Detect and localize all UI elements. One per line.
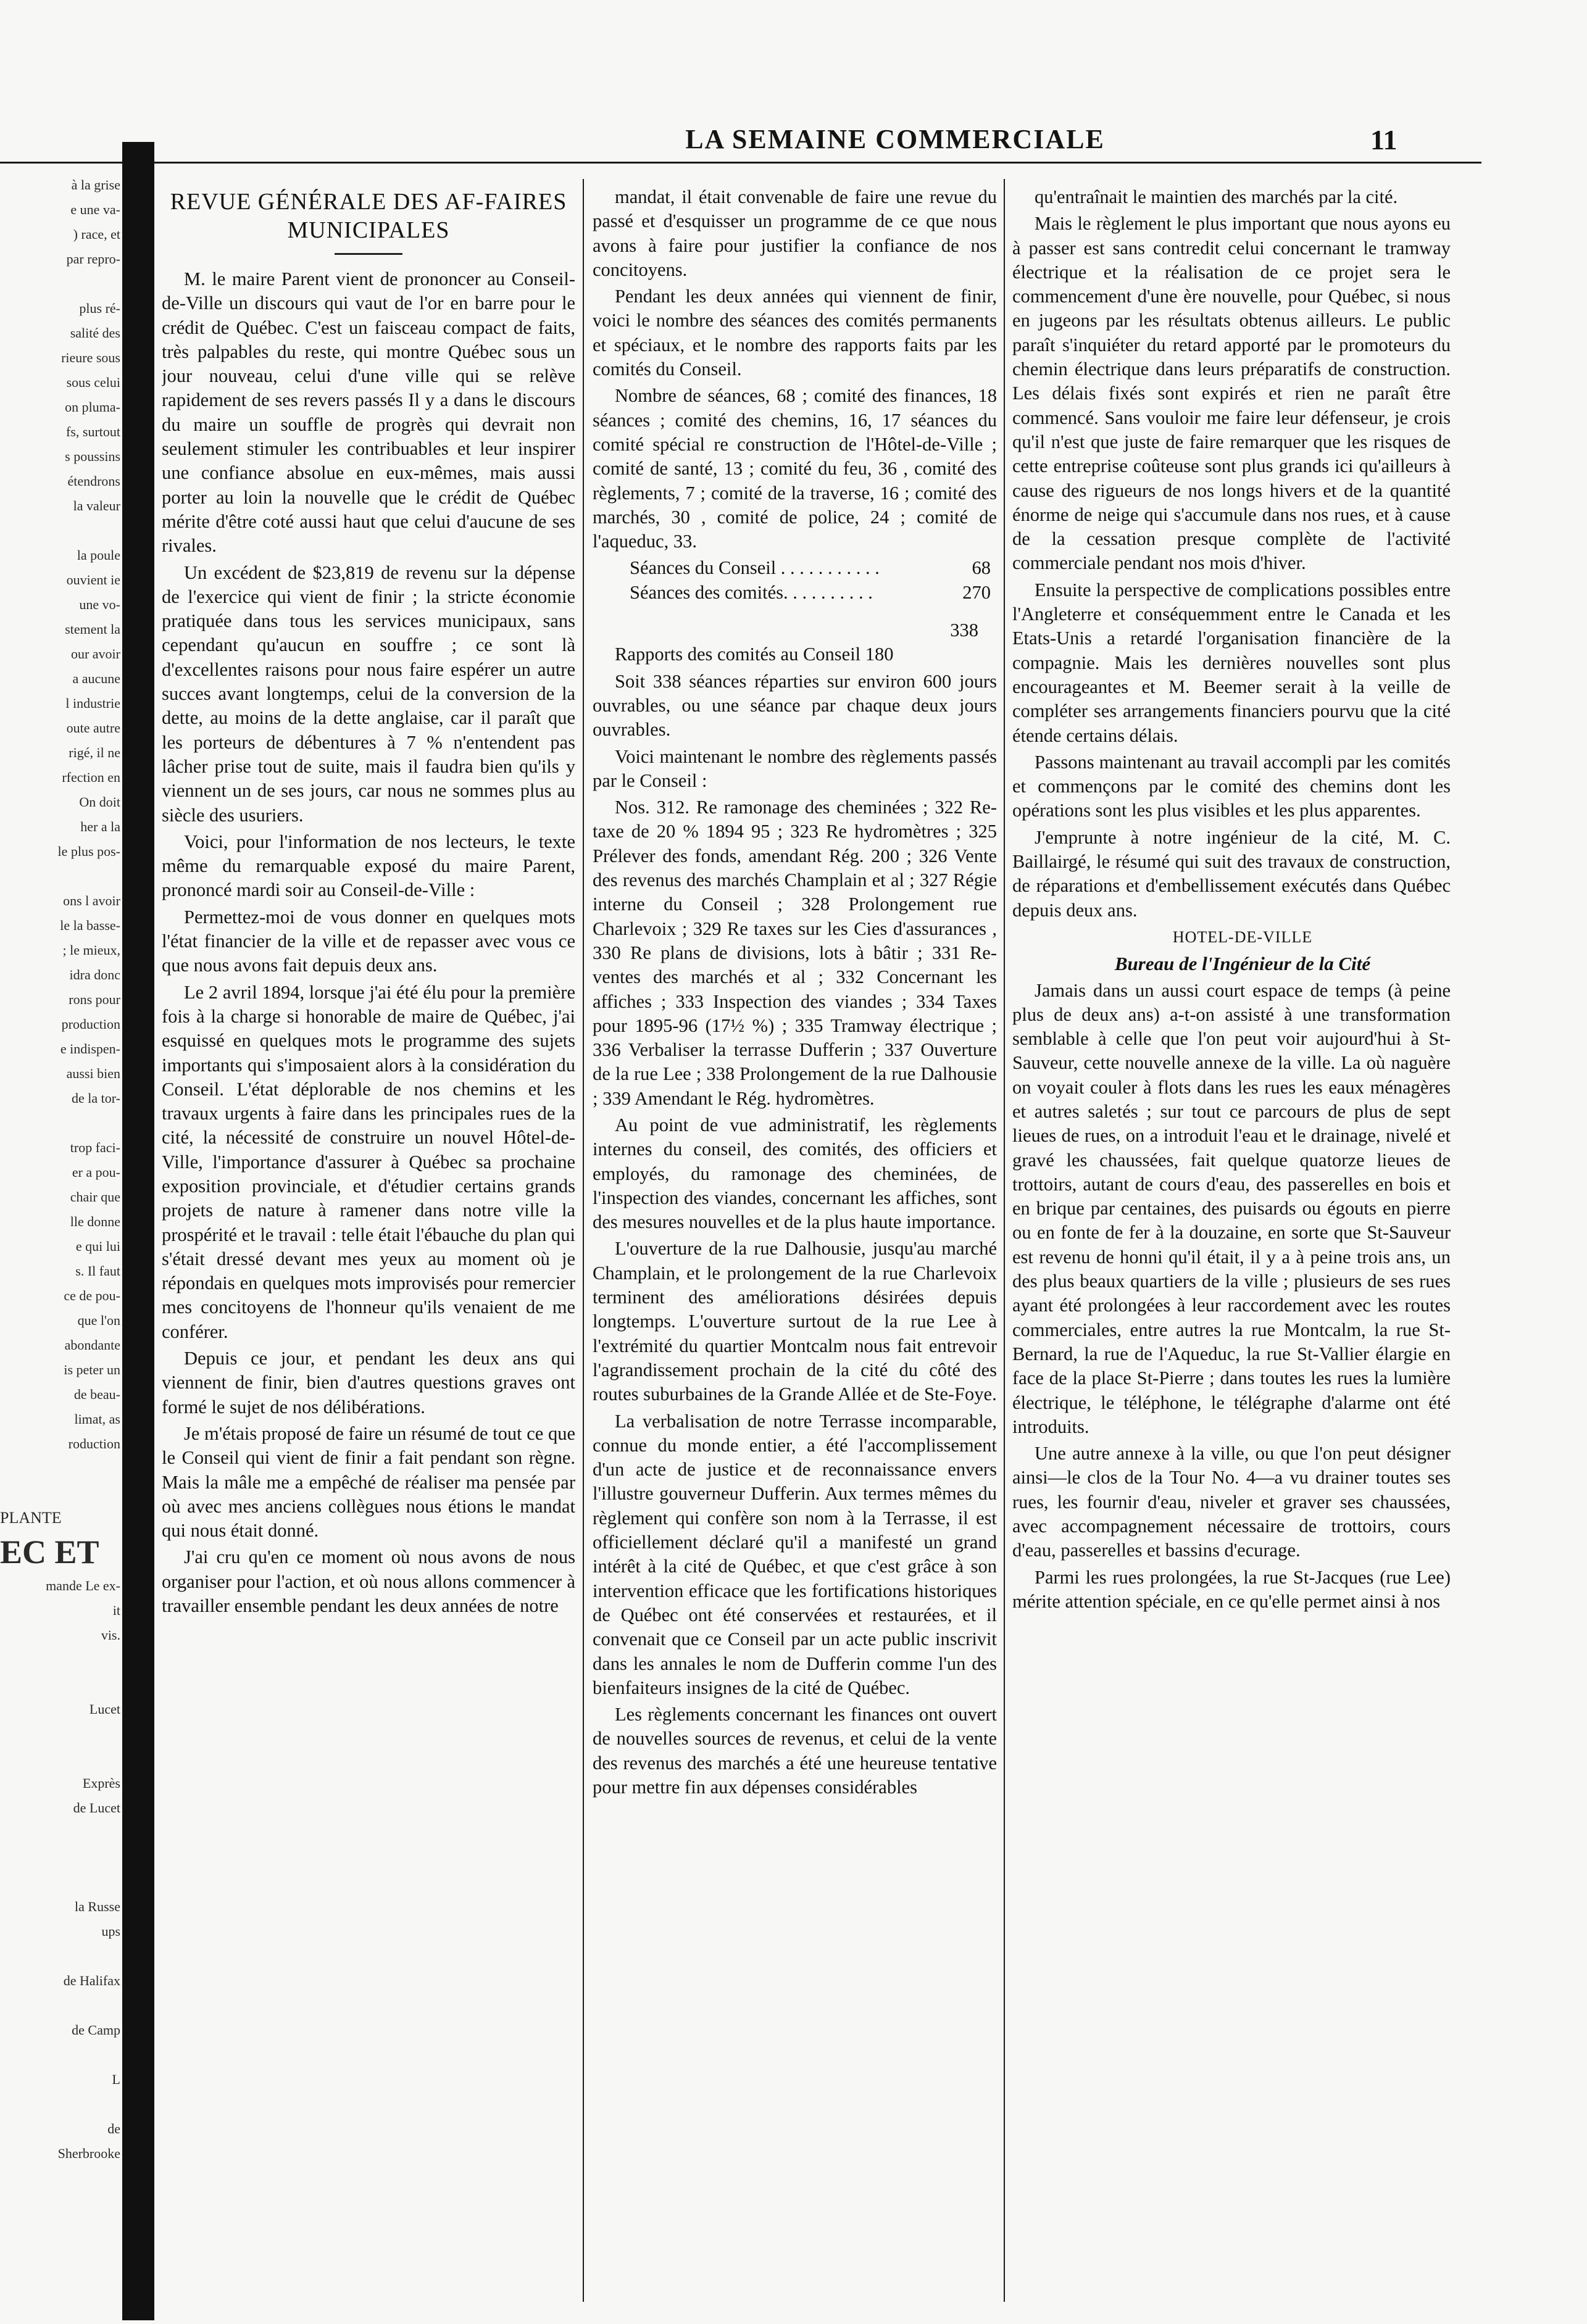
paragraph: Rapports des comités au Conseil 180 <box>615 644 894 665</box>
stat-row <box>593 556 997 580</box>
article-column-3 <box>1012 185 1451 2308</box>
margin-fragment: par repro- <box>66 251 120 267</box>
margin-fragment: oute autre <box>66 720 120 736</box>
margin-fragment <box>0 1111 120 1135</box>
margin-fragment: rieure sous <box>61 350 120 365</box>
stat-label: Séances des comités. . . . . . . . . . <box>630 581 873 603</box>
margin-fragment <box>0 272 120 296</box>
margin-fragment: une vo- <box>79 597 120 612</box>
margin-fragment: Exprès <box>82 1775 120 1791</box>
margin-fragment: her a la <box>80 819 120 834</box>
margin-fragment: Sherbrooke <box>57 2146 120 2161</box>
margin-fragment: a aucune <box>72 671 120 686</box>
stat-total: 338 <box>950 620 978 641</box>
article-column-2 <box>593 185 997 2308</box>
page-number: 11 <box>1370 124 1397 156</box>
column-1-body <box>162 267 575 1618</box>
margin-fragment: roduction <box>68 1436 120 1451</box>
margin-fragment <box>0 1820 120 1845</box>
margin-fragment <box>0 864 120 889</box>
paragraph: Nombre de séances, 68 ; comité des finances, 18 séances ; comité des chemins, 16, 17 séances du comité spécial re construction de l'Hôtel-de-Ville ; comité de santé, 13 ; comité du feu, 36 , comité des règlements, 7 ; comité de la traverse, 16 ; comité des marchés, 30 , comité de police, 24 ; comité de l'aqueduc, 33. <box>593 385 997 552</box>
paragraph: Parmi les rues prolongées, la rue St-Jacques (rue Lee) mérite attention spéciale, en ce qu'elle permet ainsi à nos <box>1012 1566 1451 1612</box>
margin-fragment: de la tor- <box>72 1090 120 1106</box>
margin-fragment: our avoir <box>70 646 120 662</box>
paragraph: Voici maintenant le nombre des règlements passés par le Conseil : <box>593 745 997 791</box>
title-divider <box>335 253 402 255</box>
left-margin-lower-text <box>0 1574 120 2166</box>
margin-fragment: ; le mieux, <box>62 942 120 958</box>
margin-fragment: mande Le ex- <box>46 1578 120 1593</box>
paragraph: Permettez-moi de vous donner en quelques mots l'état financier de la ville et de repasser avec vous ce que nous avons fait depuis deux ans. <box>162 906 575 976</box>
section-heading: HOTEL-DE-VILLE <box>1172 928 1313 946</box>
margin-fragment: de beau- <box>73 1387 120 1402</box>
margin-fragment: rigé, il ne <box>69 745 120 760</box>
margin-fragment: idra donc <box>69 967 120 982</box>
margin-fragment: ons l avoir <box>63 893 120 908</box>
margin-fragment: rons pour <box>69 992 120 1007</box>
margin-fragment: de <box>107 2121 120 2136</box>
margin-fragment <box>0 1993 120 2018</box>
margin-fragment: ups <box>101 1924 120 1939</box>
margin-fragment: er a pou- <box>72 1164 120 1180</box>
paragraph: Voici, pour l'information de nos lecteurs, le texte même du remarquable exposé du maire Parent, prononcé mardi soir au Conseil-de-Ville : <box>162 831 575 901</box>
margin-fragment <box>0 1722 120 1746</box>
paragraph: Les règlements concernant les finances ont ouvert de nouvelles sources de revenus, et celui de la vente des revenus des marchés a été une heureuse tentative pour mettre fin aux dépenses considérables <box>593 1704 997 1798</box>
margin-fragment: à la grise <box>71 177 120 193</box>
margin-fragment: s poussins <box>65 449 120 464</box>
margin-fragment: le plus pos- <box>57 844 120 859</box>
paragraph: Le 2 avril 1894, lorsque j'ai été élu pour la première fois à la charge si honorable de maire de Québec, j'ai esquissé en quelques mots le programme des sujets importants qui s'imposaient alors à la considération du Conseil. L'état déplorable de nos chemins et les travaux urgents à faire dans les principales rues de la cité, la nécessité de construire un nouvel Hôtel-de-Ville, l'importance d'assurer à Québec sa prochaine exposition provinciale, et d'étudier certains grands projets de nature à ramener dans notre ville la prospérité et le travail : telle était l'ébauche du plan qui s'était dressé devant mes yeux au moment où je répondais en quelques mots improvisés pour remercier mes concitoyens de l'honneur qu'ils venaient de me conférer. <box>162 981 575 1342</box>
column-3-body-continued <box>1012 979 1451 1614</box>
paragraph: Au point de vue administratif, les règlements internes du conseil, des comités, des officiers et employés, du ramonage des cheminées, de l'inspection des viandes, concernant les affiches, sont des mesures nouvelles et de la plus haute importance. <box>593 1114 997 1233</box>
article-column-1 <box>162 185 575 2308</box>
margin-fragment: e indispen- <box>60 1041 120 1056</box>
margin-fragment: de Halifax <box>63 1973 120 1988</box>
section-subheading: Bureau de l'Ingénieur de la Cité <box>1114 953 1371 975</box>
stat-row <box>593 581 997 605</box>
margin-fragment: de Camp <box>72 2022 120 2038</box>
margin-fragment: plus ré- <box>79 301 120 316</box>
margin-fragment: on pluma- <box>65 399 120 415</box>
sessions-stats <box>593 556 997 642</box>
margin-fragment: de Lucet <box>73 1800 120 1816</box>
paragraph: M. le maire Parent vient de prononcer au Conseil-de-Ville un discours qui vaut de l'or en barre pour le crédit de Québec. C'est un faisceau compact de faits, très palpables du reste, qui montre Québec sous un jour nouveau, celui d'une ville qui se relève rapidement de ses revers passés Il y a dans le discours du maire un souffle de progrès qui devrait non seulement stimuler les contribuables et leur inspirer une confiance absolue en eux-mêmes, mais aussi porter au loin la nouvelle que le crédit de Québec mérite d'être coté aussi haut que celui d'aucune de ses rivales. <box>162 268 575 557</box>
margin-fragment: la valeur <box>73 498 120 513</box>
column-rule-1 <box>583 179 584 2302</box>
stat-label: Séances du Conseil . . . . . . . . . . . <box>630 557 880 579</box>
margin-fragment: vis. <box>101 1627 120 1643</box>
margin-fragment: aussi bien <box>66 1066 120 1081</box>
margin-fragment: On doit <box>79 794 120 810</box>
margin-fragment: que l'on <box>77 1313 120 1328</box>
margin-fragment: la poule <box>77 547 120 563</box>
margin-fragment: l industrie <box>65 695 120 711</box>
margin-fragment <box>0 518 120 543</box>
margin-fragment <box>0 1648 120 1672</box>
margin-fragment <box>0 2043 120 2067</box>
paragraph: Pendant les deux années qui viennent de finir, voici le nombre des séances des comités permanents et spéciaux, et le nombre des rapports faits par les comités du Conseil. <box>593 286 997 380</box>
margin-fragment: production <box>61 1016 120 1032</box>
left-margin-heading: EC ET <box>0 1533 99 1571</box>
margin-fragment: le la basse- <box>60 918 120 933</box>
paragraph: qu'entraînait le maintien des marchés par la cité. <box>1035 186 1398 207</box>
page-header: LA SEMAINE COMMERCIALE <box>685 124 1105 154</box>
binding-shadow <box>122 142 154 2320</box>
paragraph: Jamais dans un aussi court espace de temps (à peine plus de deux ans) a-t-on assisté à une transformation semblable à celle que l'on peut voir aujourd'hui à St-Sauveur, cette nouvelle annexe de la ville. La où naguère on voyait couler à flots dans les rues les eaux ménagères et autres saletés ; sur tout ce parcours de plus de sept lieues de rues, on a introduit l'eau et le drainage, nivelé et gravé les chaussées, fait quelque quatorze lieues de trottoirs, autant de cours d'eau, des passerelles en bois et en brique par centaines, des puisards ou égouts en pierre ou en fonte de fer à la douzaine, en sorte que St-Sauveur est revenu de honni qu'il était, il y a à peine trois ans, un des plus beaux quartiers de la ville ; plusieurs de ses rues ayant été prolongées à leur raccordement avec les routes commerciales, entre autres la rue Montcalm, la rue St-Bernard, la rue de l'Aqueduc, la rue St-Vallier élargie en face de la place St-Pierre ; dans toutes les rues la lumière électrique, le téléphone, le télégraphe d'alarme ont été introduits. <box>1012 979 1451 1437</box>
paragraph: Ensuite la perspective de complications possibles entre l'Angleterre et conséquemment entre le Canada et les Etats-Unis a retardé l'organisation financière de la compagnie. Mais les dernières nouvelles sont plus encourageantes et M. Beemer serait à la veille de compléter ses arrangements financiers pourvu que la cité étende certains délais. <box>1012 579 1451 746</box>
margin-fragment: stement la <box>65 621 120 637</box>
column-rule-2 <box>1004 179 1005 2302</box>
paragraph: Une autre annexe à la ville, ou que l'on peut désigner ainsi—le clos de la Tour No. 4—a vu drainer toutes ses rues, les fournir d'eau, niveler et graver ses chaussées, avec accompagnement nécessaire de trottoirs, cours d'eau, passerelles et bassins d'ecurage. <box>1012 1443 1451 1561</box>
left-margin-fragments <box>0 173 120 2308</box>
paragraph: Je m'étais proposé de faire un résumé de tout ce que le Conseil qui vient de finir a fait pendant son règne. Mais la mâle me a empêché de réaliser ma pensée par où avec mes anciens collègues nous étions le mandat qui nous était donné. <box>162 1422 575 1542</box>
margin-fragment: sous celui <box>66 375 120 390</box>
margin-fragment <box>0 1944 120 1969</box>
margin-fragment: trop faci- <box>70 1140 120 1155</box>
margin-fragment: e qui lui <box>75 1239 120 1254</box>
margin-fragment: abondante <box>64 1337 120 1353</box>
margin-fragment: ouvient ie <box>66 572 120 587</box>
paragraph: Mais le règlement le plus important que nous ayons eu à passer est sans contredit celui concernant le tramway électrique et la réalisation de ce projet sera le commencement d'une ère nouvelle, pour Québec, si nous en jugeons par les résultats obtenus ailleurs. Le public paraît s'inquiéter du retard apporté par le promoteurs du chemin électrique dans leurs préparatifs de construction. Les délais fixés sont expirés et rien ne paraît être commencé. Sans vouloir me faire leur défenseur, je crois qu'il n'est que juste de faire remarquer que les risques de cette entreprise coûteuse sont plus grands ici qu'ailleurs à cause des rigueurs de nos longs hivers et de la quantité énorme de neige qui s'accumule dans nos rues, et à cause de la cessation presque complète de l'activité commerciale pendant nos mois d'hiver. <box>1012 213 1451 574</box>
margin-fragment: is peter un <box>64 1362 120 1377</box>
margin-fragment: salité des <box>70 325 120 341</box>
margin-fragment: rfection en <box>62 770 120 785</box>
paragraph: Un excédent de $23,819 de revenu sur la dépense de l'exercice qui vient de finir ; la stricte économie pratiquée dans tous les services municipaux, sans cependant qu'aucun en souffre ; ce sont là d'excellentes raisons pour nous faire espérer un autre succes avant longtemps, celui de la conversion de la dette, au moins de la dette anglaise, car il paraît que les porteurs de débentures à 7 % n'entendent pas lâcher prise tout de suite, mais il faudra bien qu'ils y viennent un de ses jours, car nous ne sommes plus au siècle des usuriers. <box>162 562 575 826</box>
paragraph: Nos. 312. Re ramonage des cheminées ; 322 Re-taxe de 20 % 1894 95 ; 323 Re hydromètres ; 325 Prélever des fonds, amendant Rég. 200 ; 326 Vente des revenus des marchés Champlain et al ; 327 Régie interne du Conseil ; 328 Prolongement rue Charlevoix ; 329 Re taxes sur les Cies d'assurances , 330 Re plans de divisions, lots à bâtir ; 331 Re-ventes des marchés et al ; 332 Concernant les affiches ; 333 Inspection des viandes ; 334 Taxes pour 1895-96 (17½ %) ; 335 Tramway électrique ; 336 Verbaliser la terrasse Dufferin ; 337 Ouverture de la rue Lee ; 338 Prolongement de la rue Dalhousie ; 339 Amendant le Rég. hydromètres. <box>593 797 997 1109</box>
margin-fragment: lle donne <box>70 1214 120 1229</box>
margin-fragment: ce de pou- <box>64 1288 120 1303</box>
margin-fragment: fs, surtout <box>66 424 120 439</box>
paragraph: J'ai cru qu'en ce moment où nous avons de nous organiser pour l'action, et où nous allons commencer à travailler ensemble pendant les deux années de notre <box>162 1546 575 1617</box>
header-rule <box>0 162 1481 164</box>
margin-fragment: chair que <box>70 1189 120 1205</box>
paragraph: La verbalisation de notre Terrasse incomparable, connue du monde entier, a été l'accomplissement d'un acte de justice et de reconnaissance envers l'illustre gouverneur Dufferin. Aux termes mêmes du règlement qui confère son nom à la Terrasse, il est officiellement déclaré qu'il a manifesté un grand intérêt à la cité de Québec, et que c'est grâce à son intervention efficace que les fortifications historiques de Québec ont été conservées et restaurées, et il convenait que ce Conseil par un acte public inscrivit dans les annales le nom de Dufferin comme l'un des bienfaiteurs insignes de la cité de Québec. <box>593 1410 997 1698</box>
paragraph: Passons maintenant au travail accompli par les comités et commençons par le comité des chemins dont les opérations sont les plus visibles et les plus apparentes. <box>1012 751 1451 821</box>
stat-value: 68 <box>972 557 991 579</box>
margin-fragment <box>0 1746 120 1771</box>
paragraph: mandat, il était convenable de faire une revue du passé et d'esquisser un programme de ce que nous avons à faire pour justifier la confiance de nos concitoyens. <box>593 186 997 280</box>
margin-fragment: étendrons <box>67 473 120 489</box>
margin-fragment: e une va- <box>70 202 120 217</box>
stat-value: 270 <box>962 581 991 603</box>
margin-fragment: L <box>112 2072 120 2087</box>
margin-fragment: s. Il faut <box>75 1263 120 1279</box>
margin-fragment: la Russe <box>75 1899 120 1914</box>
left-margin-text <box>0 173 120 1456</box>
margin-fragment <box>0 1672 120 1697</box>
margin-fragment <box>0 2092 120 2117</box>
margin-fragment <box>0 1870 120 1894</box>
paragraph: J'emprunte à notre ingénieur de la cité, M. C. Baillairgé, le résumé qui suit des travaux de construction, de réparations et d'embellissement exécutés dans Québec depuis deux ans. <box>1012 826 1451 921</box>
margin-fragment <box>0 1845 120 1870</box>
margin-fragment: Lucet <box>89 1701 120 1717</box>
article-title: REVUE GÉNÉRALE DES AF-FAIRES MUNICIPALES <box>170 189 567 243</box>
paragraph: Depuis ce jour, et pendant les deux ans qui viennent de finir, bien d'autres questions graves ont formé le sujet de nos délibérations. <box>162 1348 575 1417</box>
column-2-body <box>593 185 997 554</box>
column-3-body <box>1012 185 1451 923</box>
margin-fragment: limat, as <box>74 1411 120 1427</box>
margin-fragment: it <box>112 1603 120 1618</box>
margin-fragment: ) race, et <box>73 226 120 242</box>
column-2-body-continued <box>593 642 997 1799</box>
left-margin-plante: PLANTE <box>0 1509 62 1527</box>
paragraph: Soit 338 séances réparties sur environ 600 jours ouvrables, ou une séance par chaque deux jours ouvrables. <box>593 670 997 741</box>
paragraph: L'ouverture de la rue Dalhousie, jusqu'au marché Champlain, et le prolongement de la rue Charlevoix terminent des améliorations désirées depuis longtemps. L'ouverture surtout de la rue Lee à l'extrémité du quartier Montcalm nous fait entrevoir l'agrandissement prochain de la cité du côté des routes suburbaines de la Grande Allée et de Ste-Foye. <box>593 1238 997 1405</box>
